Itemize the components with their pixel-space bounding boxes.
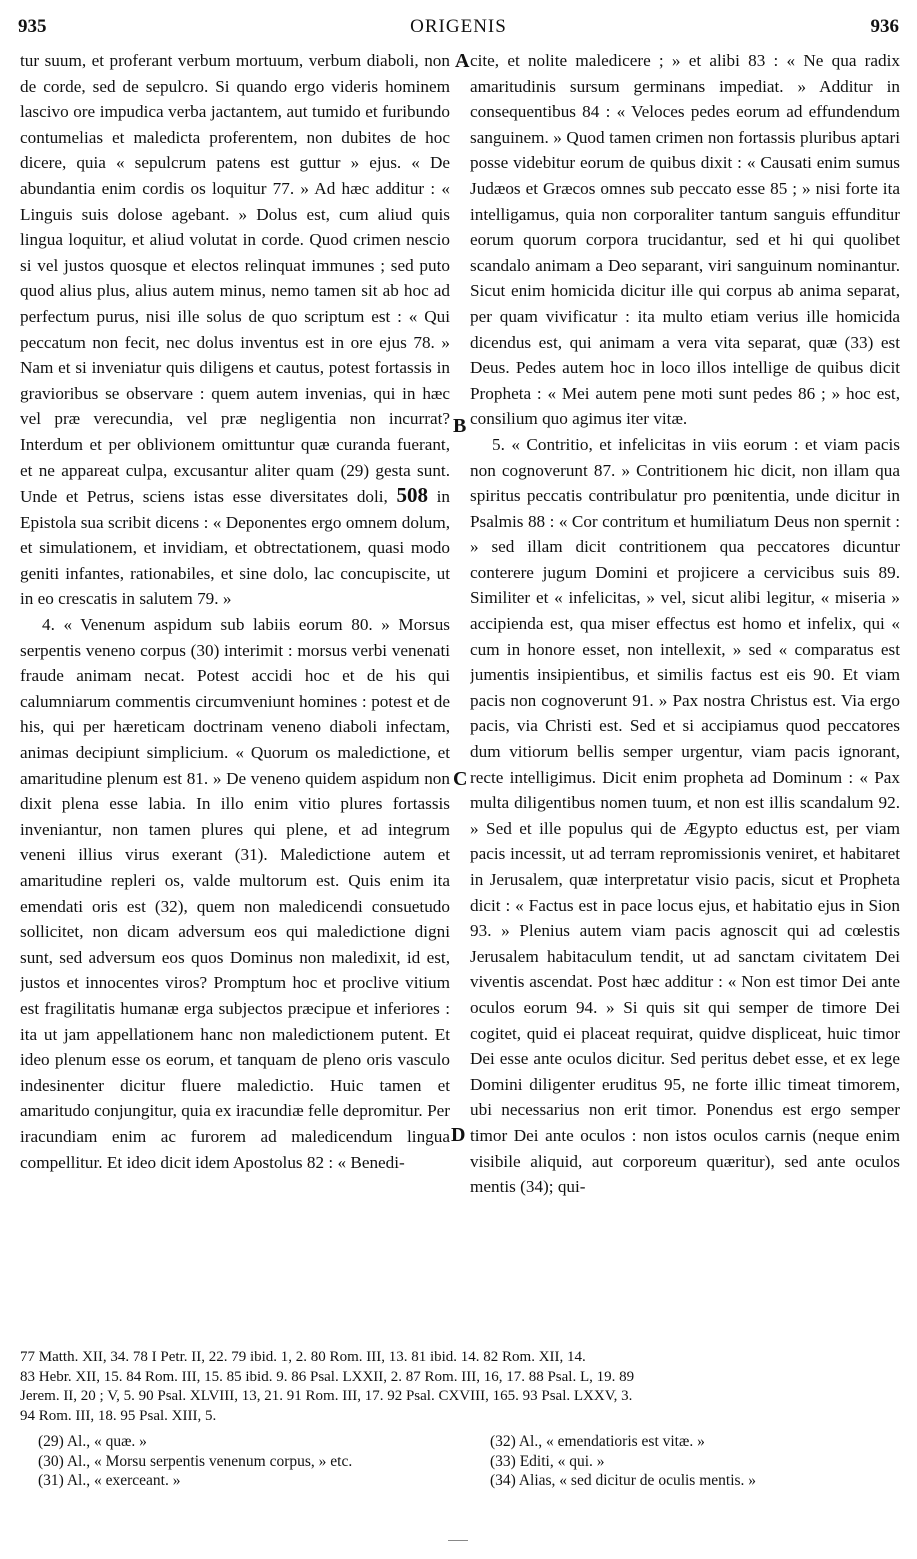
- page-number-left: 935: [18, 16, 47, 37]
- margin-mark-d: D: [451, 1124, 466, 1146]
- margin-mark-c: C: [453, 768, 468, 790]
- left-paragraph-2: 4. « Venenum aspidum sub labiis eorum 80. » Morsus serpentis veneno corpus (30) interimit : morsus verbi venenati fraude animam necat. Potest accidi hoc et de his qui calumniarum commentis circumveniunt homines : potest et de his, qui per hæreticam doctrinam veneno diaboli infectam, animas decipiunt simplicium. « Quorum os maledictione, et amaritudine plenum est 81. » De veneno quidem aspidum non dixit plena esse labia. In illo enim vitio plures fortassis inveniantur, non tamen plures qui plene, et ad integrum veneni illius virus exerant (31). Maledictione autem et amaritudine repleri os, valde multorum est. Quis enim ita emendati oris est (32), quem non maledicendi consuetudo sollicitet, non dicam adversum eos qui maledictione digni sunt, sed adversum eos quos Dominus non maledixit, id est, justos et innocentes viros? Promptum hoc et proclive vitium est fragilitatis humanæ erga subjectos præcipue et inferiores : ita ut jam appellationem hanc non maledictionem putent. Et ideo plenum esse os eorum, et tanquam de pleno oris vasculo indesinenter dicitur fluere maledictio. Huic tamen et amaritudo conjungitur, quia ex iracundiæ felle depromitur. Per iracundiam enim ac furorem ad maledicendum lingua compellitur. Et ideo dicit idem Apostolus 82 : « Benedi-: [20, 615, 450, 1172]
- page-number-right: 936: [870, 16, 899, 37]
- variant-notes-left: [38, 1432, 458, 1491]
- left-text-b: in Epistola sua scribit dicens : « Deponentes ergo omnem dolum, et simulationem, et invidiam, et obtrectationem, quasi modo geniti infantes, rationabiles, et sine dolo, lac concupiscite, ut in eo crescatis in salutem 79. »: [20, 487, 450, 609]
- column-number-marker: 508: [396, 483, 428, 508]
- variant-note: (29) Al., « quæ. »: [38, 1433, 147, 1450]
- footnote-line: 83 Hebr. XII, 15. 84 Rom. III, 15. 85 ibid. 9. 86 Psal. LXXII, 2. 87 Rom. III, 16, 17. 88 Psal. L, 19. 89: [20, 1368, 635, 1385]
- footnote-line: 94 Rom. III, 18. 95 Psal. XIII, 5.: [20, 1407, 217, 1424]
- margin-mark-b: B: [453, 415, 467, 437]
- footer-rule: [448, 1540, 468, 1541]
- right-paragraph-1: cite, et nolite maledicere ; » et alibi 83 : « Ne qua radix amaritudinis sursum germinans impediat. » Additur in consequentibus 84 : « Veloces pedes eorum ad effundendum sanguinem. » Quod tamen crimen non fortassis pluribus aptari posse videbitur eorum de quibus dixit : « Causati enim sumus Judæos et Græcos omnes sub peccato esse 85 ; » nisi forte ita intelligamus, quia non corporaliter tantum sanguis effunditur eorum quorum corpora trucidantur, sed et hi qui quolibet scandalo animam a Deo separant, viri sanguinum nominantur. Sicut enim homicida dicitur ille qui corpus ab anima separat, per quam vivificatur : ita multo etiam verius ille homicida dicendus est, qui animam a vera vita separat, quæ (33) est Deus. Pedes autem hoc in loco illos intellige de quibus dicit Propheta : « Mei autem pene moti sunt pedes 86 ; » hoc est, consilium quo agimus iter vitæ.: [470, 51, 900, 429]
- variant-note: (34) Alias, « sed dicitur de oculis mentis. »: [490, 1472, 757, 1489]
- right-column: [470, 48, 900, 1348]
- margin-mark-a: A: [455, 50, 470, 72]
- footnote-line: 77 Matth. XII, 34. 78 I Petr. II, 22. 79 ibid. 1, 2. 80 Rom. III, 13. 81 ibid. 14. 82 Rom. XII, 14.: [20, 1349, 586, 1365]
- variant-note: (33) Editi, « qui. »: [490, 1452, 605, 1470]
- left-paragraph-1: [20, 48, 450, 612]
- footnote-line: Jerem. II, 20 ; V, 5. 90 Psal. XLVIII, 13, 21. 91 Rom. III, 17. 92 Psal. CXVIII, 165. 93 Psal. LXXV, 3.: [20, 1388, 633, 1404]
- right-paragraph-2: 5. « Contritio, et infelicitas in viis eorum : et viam pacis non cognoverunt 87. » Contritionem hic dicit, non illam qua spiritus peccatis contribulatur pro pœnitentia, unde dicitur in Psalmis 88 : « Cor contritum et humiliatum Deus non spernit : » sed illam dicit contritionem qua peccatores dicuntur conterere jugum Domini et projicere a cervicibus suis 89. Similiter et « infelicitas, » vel, sicut alibi legitur, « miseria » accipienda est, qua miser effectus est homo et infelix, qui « cum in honore esset, non intellexit, » sed « comparatus est jumentis insipientibus, et similis factus est eis 90. Et viam pacis non cognoverunt 91. » Pax nostra Christus est. Via ergo pacis, via Christi est. Sed et si accipiamus quod peccatores dum vitiorum bellis semper urgentur, viam pacis ignorant, recte intelligimus. Dicit enim propheta ad Dominum : « Pax multa diligentibus nomen tuum, et non est illis scandalum 92. » Sed et ille populus qui de Ægypto eductus est, per viam pacis incessit, ut ad terram repromissionis veniret, et habitaret in Jerusalem, quæ interpretatur visio pacis, sicut et Propheta dicit : « Factus est in pace locus ejus, et habitatio ejus in Sion 93. » Plenius autem viam pacis agnoscit qui ad cœlestis Jerusalem habitaculum tendit, ut ad sanctam civitatem Dei viventis ascendat. Post hæc additur : « Non est timor Dei ante oculos eorum 94. » Si quis sit qui semper de timore Dei cogitet, quid ei placeat requirat, quidve displiceat, huic timor Dei esse ante oculos dicitur. Sed peritus debet esse, et ex lege Domini diligenter eruditus 95, ne forte illic timeat timorem, ubi necessarius non erit timor. Ponendus est ergo semper timor Dei ante oculos : non istos oculos carnis (neque enim visibile aliquid, aut corporeum quæritur), sed ante oculos mentis (34); qui-: [470, 434, 900, 1197]
- running-header: [18, 16, 899, 44]
- left-text-a: tur suum, et proferant verbum mortuum, verbum diaboli, non de corde, sed de sepulcro. Si quando ergo videris hominem lascivo ore impudica verba jactantem, aut tumido et furibundo contumelias et maledicta proferentem, non dubites de hoc dicere, quia « sepulcrum patens est guttur » ejus. « De abundantia enim cordis os loquitur 77. » Ad hæc additur : « Linguis suis dolose agebant. » Dolus est, cum aliud quis lingua loquitur, et aliud volutat in corde. Quod crimen nescio si vel justos quosque et electos relinquat immunes ; sed puto quod alius plus, alius autem minus, nemo tamen sit ab hoc ad perfectum purus, nisi ille solus de quo scriptum est : « Qui peccatum non fecit, nec dolus inventus est in ore ejus 78. » Nam et si inveniatur quis diligens et cautus, potest fortassis in gravioribus se observare : quem autem invenias, qui in hæc vel præ verecundia, vel præ negligentia non incurrat? Interdum et per oblivionem omittuntur quæ curanda fuerant, et ne appareat culpa, excusantur aliter quam (29) gesta sunt. Unde et Petrus, sciens istas esse diversitates doli,: [20, 51, 450, 507]
- left-column: [20, 48, 450, 1348]
- variant-note: (30) Al., « Morsu serpentis venenum corpus, » etc.: [38, 1452, 353, 1470]
- variant-note: (31) Al., « exerceant. »: [38, 1472, 181, 1489]
- variant-note: (32) Al., « emendatioris est vitæ. »: [490, 1433, 705, 1450]
- running-title: ORIGENIS: [410, 16, 507, 37]
- variant-notes-right: [490, 1432, 900, 1491]
- scripture-footnotes: [20, 1348, 899, 1426]
